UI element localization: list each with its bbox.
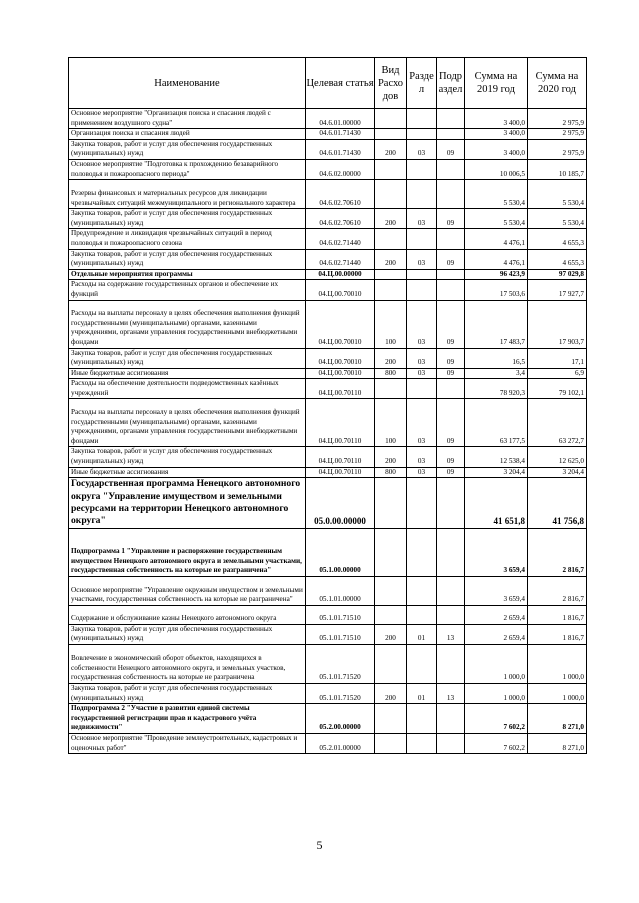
cell-subsection: 09 (437, 139, 465, 159)
cell-sum-2019: 17 483,7 (465, 300, 528, 348)
cell-section (407, 129, 437, 140)
cell-section (407, 704, 437, 734)
cell-target-article: 04.Ц.00.70110 (306, 379, 375, 399)
cell-section (407, 645, 437, 684)
cell-name: Закупка товаров, работ и услуг для обеспечения государственных (муниципальных) нужд (69, 139, 306, 159)
cell-sum-2019: 3 659,4 (465, 576, 528, 605)
cell-sum-2019: 2 659,4 (465, 624, 528, 644)
cell-expense-type: 200 (375, 447, 407, 467)
cell-target-article: 04.Ц.00.00000 (306, 269, 375, 280)
cell-sum-2020: 1 000,0 (528, 645, 587, 684)
cell-sum-2020: 2 816,7 (528, 528, 587, 576)
cell-target-article: 04.Ц.00.70010 (306, 368, 375, 379)
cell-sum-2020: 2 975,9 (528, 129, 587, 140)
cell-subsection: 09 (437, 249, 465, 269)
cell-sum-2020: 79 102,1 (528, 379, 587, 399)
cell-expense-type: 200 (375, 684, 407, 704)
cell-section: 03 (407, 348, 437, 368)
cell-expense-type (375, 109, 407, 129)
header-subsection: Подр аздел (437, 58, 465, 109)
cell-subsection: 09 (437, 467, 465, 478)
header-name: Наименование (69, 58, 306, 109)
cell-section: 03 (407, 139, 437, 159)
cell-name: Закупка товаров, работ и услуг для обеспечения государственных (муниципальных) нужд (69, 209, 306, 229)
cell-sum-2019: 63 177,5 (465, 399, 528, 447)
table-row (69, 180, 587, 209)
cell-target-article: 04.6.01.71430 (306, 139, 375, 159)
table-row (69, 605, 587, 624)
cell-section: 03 (407, 368, 437, 379)
cell-subsection: 09 (437, 348, 465, 368)
cell-section: 01 (407, 684, 437, 704)
cell-sum-2020: 17,1 (528, 348, 587, 368)
cell-sum-2019: 96 423,9 (465, 269, 528, 280)
cell-subsection (437, 280, 465, 300)
cell-sum-2019: 3 204,4 (465, 467, 528, 478)
cell-name: Расходы на выплаты персоналу в целях обеспечения выполнения функций государственными (муниципальными) органами, казенными учреждениями, органами управления государственными внебюджетными фондами (69, 300, 306, 348)
cell-target-article: 05.2.01.00000 (306, 734, 375, 754)
cell-section (407, 269, 437, 280)
header-section: Разде л (407, 58, 437, 109)
cell-expense-type: 200 (375, 624, 407, 644)
cell-sum-2020: 8 271,0 (528, 704, 587, 734)
cell-target-article: 04.Ц.00.70110 (306, 399, 375, 447)
cell-sum-2019: 7 602,2 (465, 704, 528, 734)
cell-sum-2019: 3 659,4 (465, 528, 528, 576)
cell-subsection (437, 576, 465, 605)
table-row (69, 624, 587, 644)
cell-expense-type (375, 704, 407, 734)
table-row (69, 300, 587, 348)
cell-subsection (437, 129, 465, 140)
table-row (69, 684, 587, 704)
cell-target-article: 05.1.00.00000 (306, 528, 375, 576)
cell-subsection (437, 180, 465, 209)
table-header-row (69, 58, 587, 109)
cell-expense-type (375, 129, 407, 140)
cell-target-article: 04.Ц.00.70010 (306, 280, 375, 300)
table-row (69, 528, 587, 576)
cell-subsection (437, 645, 465, 684)
cell-name: Основное мероприятие "Проведение землеустроительных, кадастровых и оценочных работ" (69, 734, 306, 754)
header-sum-2019: Сумма на 2019 год (465, 58, 528, 109)
cell-name: Закупка товаров, работ и услуг для обеспечения государственных (муниципальных) нужд (69, 624, 306, 644)
cell-subsection: 13 (437, 624, 465, 644)
cell-sum-2019: 41 651,8 (465, 478, 528, 529)
cell-section: 03 (407, 300, 437, 348)
cell-section: 03 (407, 447, 437, 467)
cell-subsection (437, 478, 465, 529)
cell-section (407, 379, 437, 399)
cell-sum-2019: 7 602,2 (465, 734, 528, 754)
cell-subsection: 09 (437, 368, 465, 379)
table-row (69, 368, 587, 379)
cell-section: 03 (407, 209, 437, 229)
cell-target-article: 04.6.02.71440 (306, 229, 375, 249)
cell-expense-type: 800 (375, 467, 407, 478)
cell-expense-type: 200 (375, 348, 407, 368)
cell-sum-2019: 4 476,1 (465, 249, 528, 269)
table-row (69, 379, 587, 399)
cell-expense-type: 200 (375, 249, 407, 269)
cell-target-article: 04.6.01.00000 (306, 109, 375, 129)
cell-sum-2019: 10 006,5 (465, 159, 528, 179)
cell-expense-type (375, 734, 407, 754)
cell-sum-2020: 2 975,9 (528, 139, 587, 159)
cell-expense-type (375, 528, 407, 576)
cell-name: Основное мероприятие "Подготовка к прохождению безаварийного половодья и пожароопасного периода" (69, 159, 306, 179)
cell-sum-2020: 6,9 (528, 368, 587, 379)
cell-target-article: 05.1.01.71510 (306, 624, 375, 644)
cell-subsection (437, 379, 465, 399)
cell-section (407, 576, 437, 605)
cell-section (407, 229, 437, 249)
cell-section: 01 (407, 624, 437, 644)
cell-target-article: 05.2.00.00000 (306, 704, 375, 734)
table-row (69, 139, 587, 159)
cell-target-article: 04.6.01.71430 (306, 129, 375, 140)
table-row (69, 576, 587, 605)
table-row (69, 109, 587, 129)
cell-target-article: 04.Ц.00.70010 (306, 300, 375, 348)
header-expense-type: Вид Расхо дов (375, 58, 407, 109)
cell-subsection (437, 269, 465, 280)
cell-subsection (437, 109, 465, 129)
cell-name: Расходы на выплаты персоналу в целях обеспечения выполнения функций государственными (муниципальными) органами, казенными учреждениями, органами управления государственными внебюджетными фондами (69, 399, 306, 447)
cell-sum-2020: 41 756,8 (528, 478, 587, 529)
cell-sum-2020: 2 816,7 (528, 576, 587, 605)
cell-subsection (437, 229, 465, 249)
cell-sum-2020: 1 816,7 (528, 624, 587, 644)
cell-subsection (437, 734, 465, 754)
table-row (69, 704, 587, 734)
cell-sum-2019: 3 400,0 (465, 139, 528, 159)
table-row (69, 348, 587, 368)
cell-sum-2019: 12 538,4 (465, 447, 528, 467)
cell-name: Организация поиска и спасания людей (69, 129, 306, 140)
cell-sum-2020: 5 530,4 (528, 209, 587, 229)
cell-section (407, 159, 437, 179)
cell-sum-2020: 5 530,4 (528, 180, 587, 209)
cell-name: Подпрограмма 2 "Участие в развитии единой системы государственной регистрации прав и кадастрового учёта недвижимости" (69, 704, 306, 734)
cell-target-article: 04.6.02.70610 (306, 209, 375, 229)
cell-target-article: 04.Ц.00.70110 (306, 447, 375, 467)
table-row (69, 229, 587, 249)
table-row (69, 734, 587, 754)
cell-subsection (437, 159, 465, 179)
budget-table (68, 57, 587, 754)
cell-name: Отдельные мероприятия программы (69, 269, 306, 280)
header-target-article: Целевая статья (306, 58, 375, 109)
cell-subsection (437, 704, 465, 734)
cell-target-article: 05.1.01.71520 (306, 645, 375, 684)
cell-name: Вовлечение в экономический оборот объектов, находящихся в собственности Ненецкого автономного округа, и земельных участков, государственная собственность на которые не разграничена (69, 645, 306, 684)
cell-sum-2019: 5 530,4 (465, 180, 528, 209)
cell-sum-2020: 1 000,0 (528, 684, 587, 704)
cell-sum-2020: 10 185,7 (528, 159, 587, 179)
cell-section (407, 109, 437, 129)
cell-subsection: 09 (437, 447, 465, 467)
cell-expense-type (375, 605, 407, 624)
cell-section (407, 605, 437, 624)
cell-sum-2019: 1 000,0 (465, 684, 528, 704)
cell-subsection: 13 (437, 684, 465, 704)
cell-subsection: 09 (437, 209, 465, 229)
cell-expense-type (375, 645, 407, 684)
cell-expense-type (375, 379, 407, 399)
cell-expense-type (375, 180, 407, 209)
cell-sum-2019: 5 530,4 (465, 209, 528, 229)
cell-name: Основное мероприятие "Управление окружным имуществом и земельными участками, государственная собственность на которые не разграничена" (69, 576, 306, 605)
table-row (69, 280, 587, 300)
cell-sum-2019: 2 659,4 (465, 605, 528, 624)
cell-sum-2019: 16,5 (465, 348, 528, 368)
cell-subsection: 09 (437, 399, 465, 447)
cell-section (407, 280, 437, 300)
cell-sum-2020: 4 655,3 (528, 249, 587, 269)
cell-name: Расходы на содержание государственных органов и обеспечение их функций (69, 280, 306, 300)
cell-subsection (437, 528, 465, 576)
cell-sum-2020: 63 272,7 (528, 399, 587, 447)
table-row (69, 209, 587, 229)
cell-name: Закупка товаров, работ и услуг для обеспечения государственных (муниципальных) нужд (69, 348, 306, 368)
cell-expense-type: 200 (375, 209, 407, 229)
cell-target-article: 05.1.01.71520 (306, 684, 375, 704)
cell-name: Основное мероприятие "Организация поиска и спасания людей с применением воздушного судна" (69, 109, 306, 129)
cell-section (407, 734, 437, 754)
cell-sum-2020: 8 271,0 (528, 734, 587, 754)
cell-target-article: 04.Ц.00.70010 (306, 348, 375, 368)
cell-name: Предупреждение и ликвидация чрезвычайных ситуаций в период половодья и пожароопасного сезона (69, 229, 306, 249)
cell-target-article: 04.Ц.00.70110 (306, 467, 375, 478)
cell-section: 03 (407, 467, 437, 478)
cell-name: Расходы на обеспечение деятельности подведомственных казённых учреждений (69, 379, 306, 399)
cell-sum-2019: 78 920,3 (465, 379, 528, 399)
table-row (69, 447, 587, 467)
cell-section (407, 478, 437, 529)
table-row (69, 159, 587, 179)
cell-target-article: 04.6.02.70610 (306, 180, 375, 209)
cell-expense-type: 200 (375, 139, 407, 159)
cell-sum-2020: 4 655,3 (528, 229, 587, 249)
cell-subsection: 09 (437, 300, 465, 348)
cell-target-article: 05.1.01.00000 (306, 576, 375, 605)
cell-name: Государственная программа Ненецкого автономного округа "Управление имуществом и земельными ресурсами на территории Ненецкого автономного округа" (69, 478, 306, 529)
cell-sum-2020: 97 029,8 (528, 269, 587, 280)
table-row (69, 129, 587, 140)
table-row (69, 399, 587, 447)
cell-sum-2020: 12 625,0 (528, 447, 587, 467)
table-row (69, 478, 587, 529)
cell-sum-2019: 3 400,0 (465, 129, 528, 140)
cell-expense-type (375, 478, 407, 529)
cell-name: Резервы финансовых и материальных ресурсов для ликвидации чрезвычайных ситуаций межмуниципального и регионального характера (69, 180, 306, 209)
cell-target-article: 05.0.00.00000 (306, 478, 375, 529)
cell-section (407, 528, 437, 576)
cell-sum-2020: 2 975,9 (528, 109, 587, 129)
cell-name: Подпрограмма 1 "Управление и распоряжение государственным имуществом Ненецкого автономного округа и земельными участками, государственная собственность на которые не разграничена" (69, 528, 306, 576)
cell-sum-2019: 4 476,1 (465, 229, 528, 249)
cell-name: Закупка товаров, работ и услуг для обеспечения государственных (муниципальных) нужд (69, 684, 306, 704)
cell-target-article: 05.1.01.71510 (306, 605, 375, 624)
cell-target-article: 04.6.02.00000 (306, 159, 375, 179)
cell-section: 03 (407, 399, 437, 447)
header-sum-2020: Сумма на 2020 год (528, 58, 587, 109)
cell-expense-type (375, 576, 407, 605)
cell-expense-type (375, 159, 407, 179)
cell-expense-type (375, 280, 407, 300)
cell-expense-type: 800 (375, 368, 407, 379)
cell-name: Закупка товаров, работ и услуг для обеспечения государственных (муниципальных) нужд (69, 249, 306, 269)
cell-sum-2020: 17 927,7 (528, 280, 587, 300)
page-number: 5 (316, 838, 323, 852)
cell-sum-2019: 3,4 (465, 368, 528, 379)
cell-sum-2020: 3 204,4 (528, 467, 587, 478)
table-row (69, 249, 587, 269)
cell-target-article: 04.6.02.71440 (306, 249, 375, 269)
cell-name: Содержание и обслуживание казны Ненецкого автономного округа (69, 605, 306, 624)
cell-name: Закупка товаров, работ и услуг для обеспечения государственных (муниципальных) нужд (69, 447, 306, 467)
cell-section: 03 (407, 249, 437, 269)
cell-subsection (437, 605, 465, 624)
table-row (69, 467, 587, 478)
cell-expense-type (375, 269, 407, 280)
cell-section (407, 180, 437, 209)
cell-sum-2020: 17 903,7 (528, 300, 587, 348)
cell-expense-type (375, 229, 407, 249)
cell-name: Иные бюджетные ассигнования (69, 467, 306, 478)
table-row (69, 645, 587, 684)
cell-name: Иные бюджетные ассигнования (69, 368, 306, 379)
cell-expense-type: 100 (375, 399, 407, 447)
cell-sum-2020: 1 816,7 (528, 605, 587, 624)
cell-sum-2019: 17 503,6 (465, 280, 528, 300)
cell-sum-2019: 1 000,0 (465, 645, 528, 684)
table-row (69, 269, 587, 280)
cell-sum-2019: 3 400,0 (465, 109, 528, 129)
cell-expense-type: 100 (375, 300, 407, 348)
